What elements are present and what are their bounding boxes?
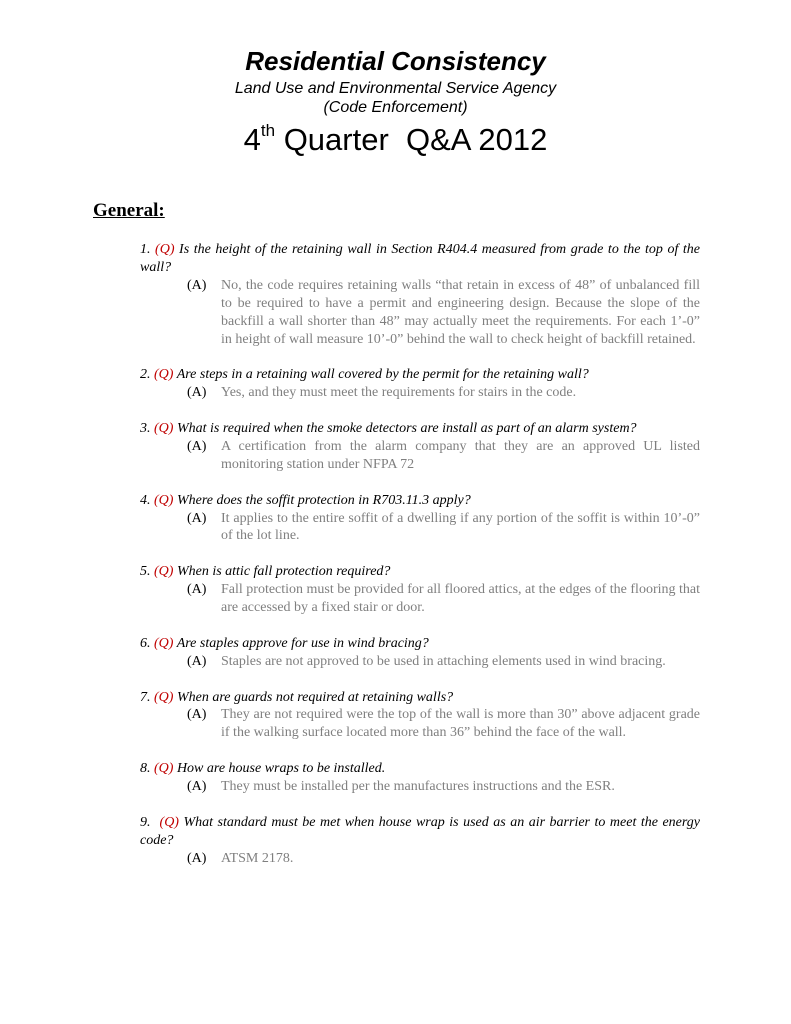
- qa-item: [140, 635, 700, 671]
- question-marker: (Q): [154, 761, 174, 777]
- question: [140, 635, 700, 653]
- question: [140, 689, 700, 707]
- question-number: 9.: [140, 814, 156, 830]
- question-number: 4.: [140, 492, 151, 508]
- question-marker: (Q): [154, 492, 174, 508]
- answer-text: No, the code requires retaining walls “that retain in excess of 48” of unbalanced fill to be required to have a permit and engineering design. Because the slope of the backfill a wall shorter than 48” may actually meet the requirements. For each 1’-0” in height of wall measure 10’-0” behind the wall to check height of backfill retained.: [221, 277, 700, 347]
- question-text: Is the height of the retaining wall in Section R404.4 measured from grade to the top of the wall?: [140, 242, 700, 275]
- answer-marker: (A): [187, 438, 207, 454]
- question: [140, 492, 700, 510]
- answer-text: They are not required were the top of the wall is more than 30” above adjacent grade if the walking surface located more than 36” behind the face of the wall.: [221, 707, 700, 741]
- question-marker: (Q): [155, 242, 175, 257]
- question-marker: (Q): [154, 421, 174, 437]
- answer-text: They must be installed per the manufactures instructions and the ESR.: [221, 779, 615, 795]
- answer: [140, 510, 700, 546]
- document-title: Residential Consistency: [245, 46, 546, 76]
- quarter-suffix: th: [260, 121, 276, 140]
- agency-name: Land Use and Environmental Service Agency: [234, 80, 557, 97]
- question: [140, 563, 700, 581]
- question-text: When are guards not required at retaining walls?: [176, 689, 454, 705]
- question: [140, 814, 700, 850]
- answer-text: ATSM 2178.: [221, 850, 294, 866]
- question-number: 3.: [140, 421, 151, 437]
- quarter-number: 4: [243, 122, 261, 157]
- answer-marker: (A): [187, 277, 207, 293]
- qa-item: [140, 814, 700, 868]
- question-text: What is required when the smoke detectors are install as part of an alarm system?: [176, 421, 637, 437]
- answer: [140, 653, 700, 671]
- answer: [140, 277, 700, 349]
- question-number: 8.: [140, 761, 151, 777]
- qa-list: [140, 241, 700, 868]
- answer-text: It applies to the entire soffit of a dwelling if any portion of the soffit is within 10’-0” of the lot line.: [221, 510, 700, 544]
- question-number: 7.: [140, 689, 151, 705]
- answer: [140, 581, 700, 617]
- question-marker: (Q): [159, 814, 179, 830]
- question-marker: (Q): [154, 367, 174, 383]
- question-text: What standard must be met when house wrap is used as an air barrier to meet the energy code?: [140, 814, 701, 848]
- qa-item: [140, 563, 700, 617]
- answer-marker: (A): [187, 510, 207, 526]
- question-marker: (Q): [154, 635, 174, 651]
- answer-marker: (A): [187, 707, 207, 723]
- quarter-text: Quarter Q&A 2012: [275, 122, 548, 157]
- answer-marker: (A): [187, 850, 207, 866]
- qa-item: [140, 241, 700, 348]
- question-text: Are steps in a retaining wall covered by the permit for the retaining wall?: [176, 367, 589, 383]
- question-number: 1.: [140, 242, 151, 257]
- qa-item: [140, 760, 700, 796]
- answer-text: A certification from the alarm company that they are an approved UL listed monitoring station under NFPA 72: [221, 438, 700, 472]
- department-name: (Code Enforcement): [323, 99, 468, 116]
- question-text: Are staples approve for use in wind bracing?: [176, 635, 429, 651]
- answer-text: Yes, and they must meet the requirements for stairs in the code.: [221, 385, 577, 401]
- question-text: How are house wraps to be installed.: [176, 761, 386, 777]
- quarter-heading: [0, 120, 791, 160]
- question: [140, 366, 700, 384]
- answer-text: Fall protection must be provided for all floored attics, at the edges of the flooring that are accessed by a fixed stair or door.: [221, 582, 700, 616]
- question: [140, 241, 700, 277]
- question: [140, 760, 700, 778]
- answer-marker: (A): [187, 385, 207, 401]
- answer: [140, 778, 700, 796]
- question-number: 6.: [140, 635, 151, 651]
- answer: [140, 850, 700, 868]
- answer-marker: (A): [187, 582, 207, 598]
- question-marker: (Q): [154, 564, 174, 580]
- answer: [140, 384, 700, 402]
- answer-marker: (A): [187, 653, 207, 669]
- answer: [140, 438, 700, 474]
- question-marker: (Q): [154, 689, 174, 705]
- qa-item: [140, 689, 700, 743]
- section-heading: General:: [93, 200, 165, 221]
- qa-item: [140, 366, 700, 402]
- question-text: Where does the soffit protection in R703.11.3 apply?: [176, 492, 471, 508]
- question-number: 5.: [140, 564, 151, 580]
- answer: [140, 706, 700, 742]
- qa-item: [140, 420, 700, 474]
- question-text: When is attic fall protection required?: [176, 564, 391, 580]
- question-number: 2.: [140, 367, 151, 383]
- answer-marker: (A): [187, 779, 207, 795]
- qa-item: [140, 492, 700, 546]
- question: [140, 420, 700, 438]
- answer-text: Staples are not approved to be used in attaching elements used in wind bracing.: [221, 653, 666, 669]
